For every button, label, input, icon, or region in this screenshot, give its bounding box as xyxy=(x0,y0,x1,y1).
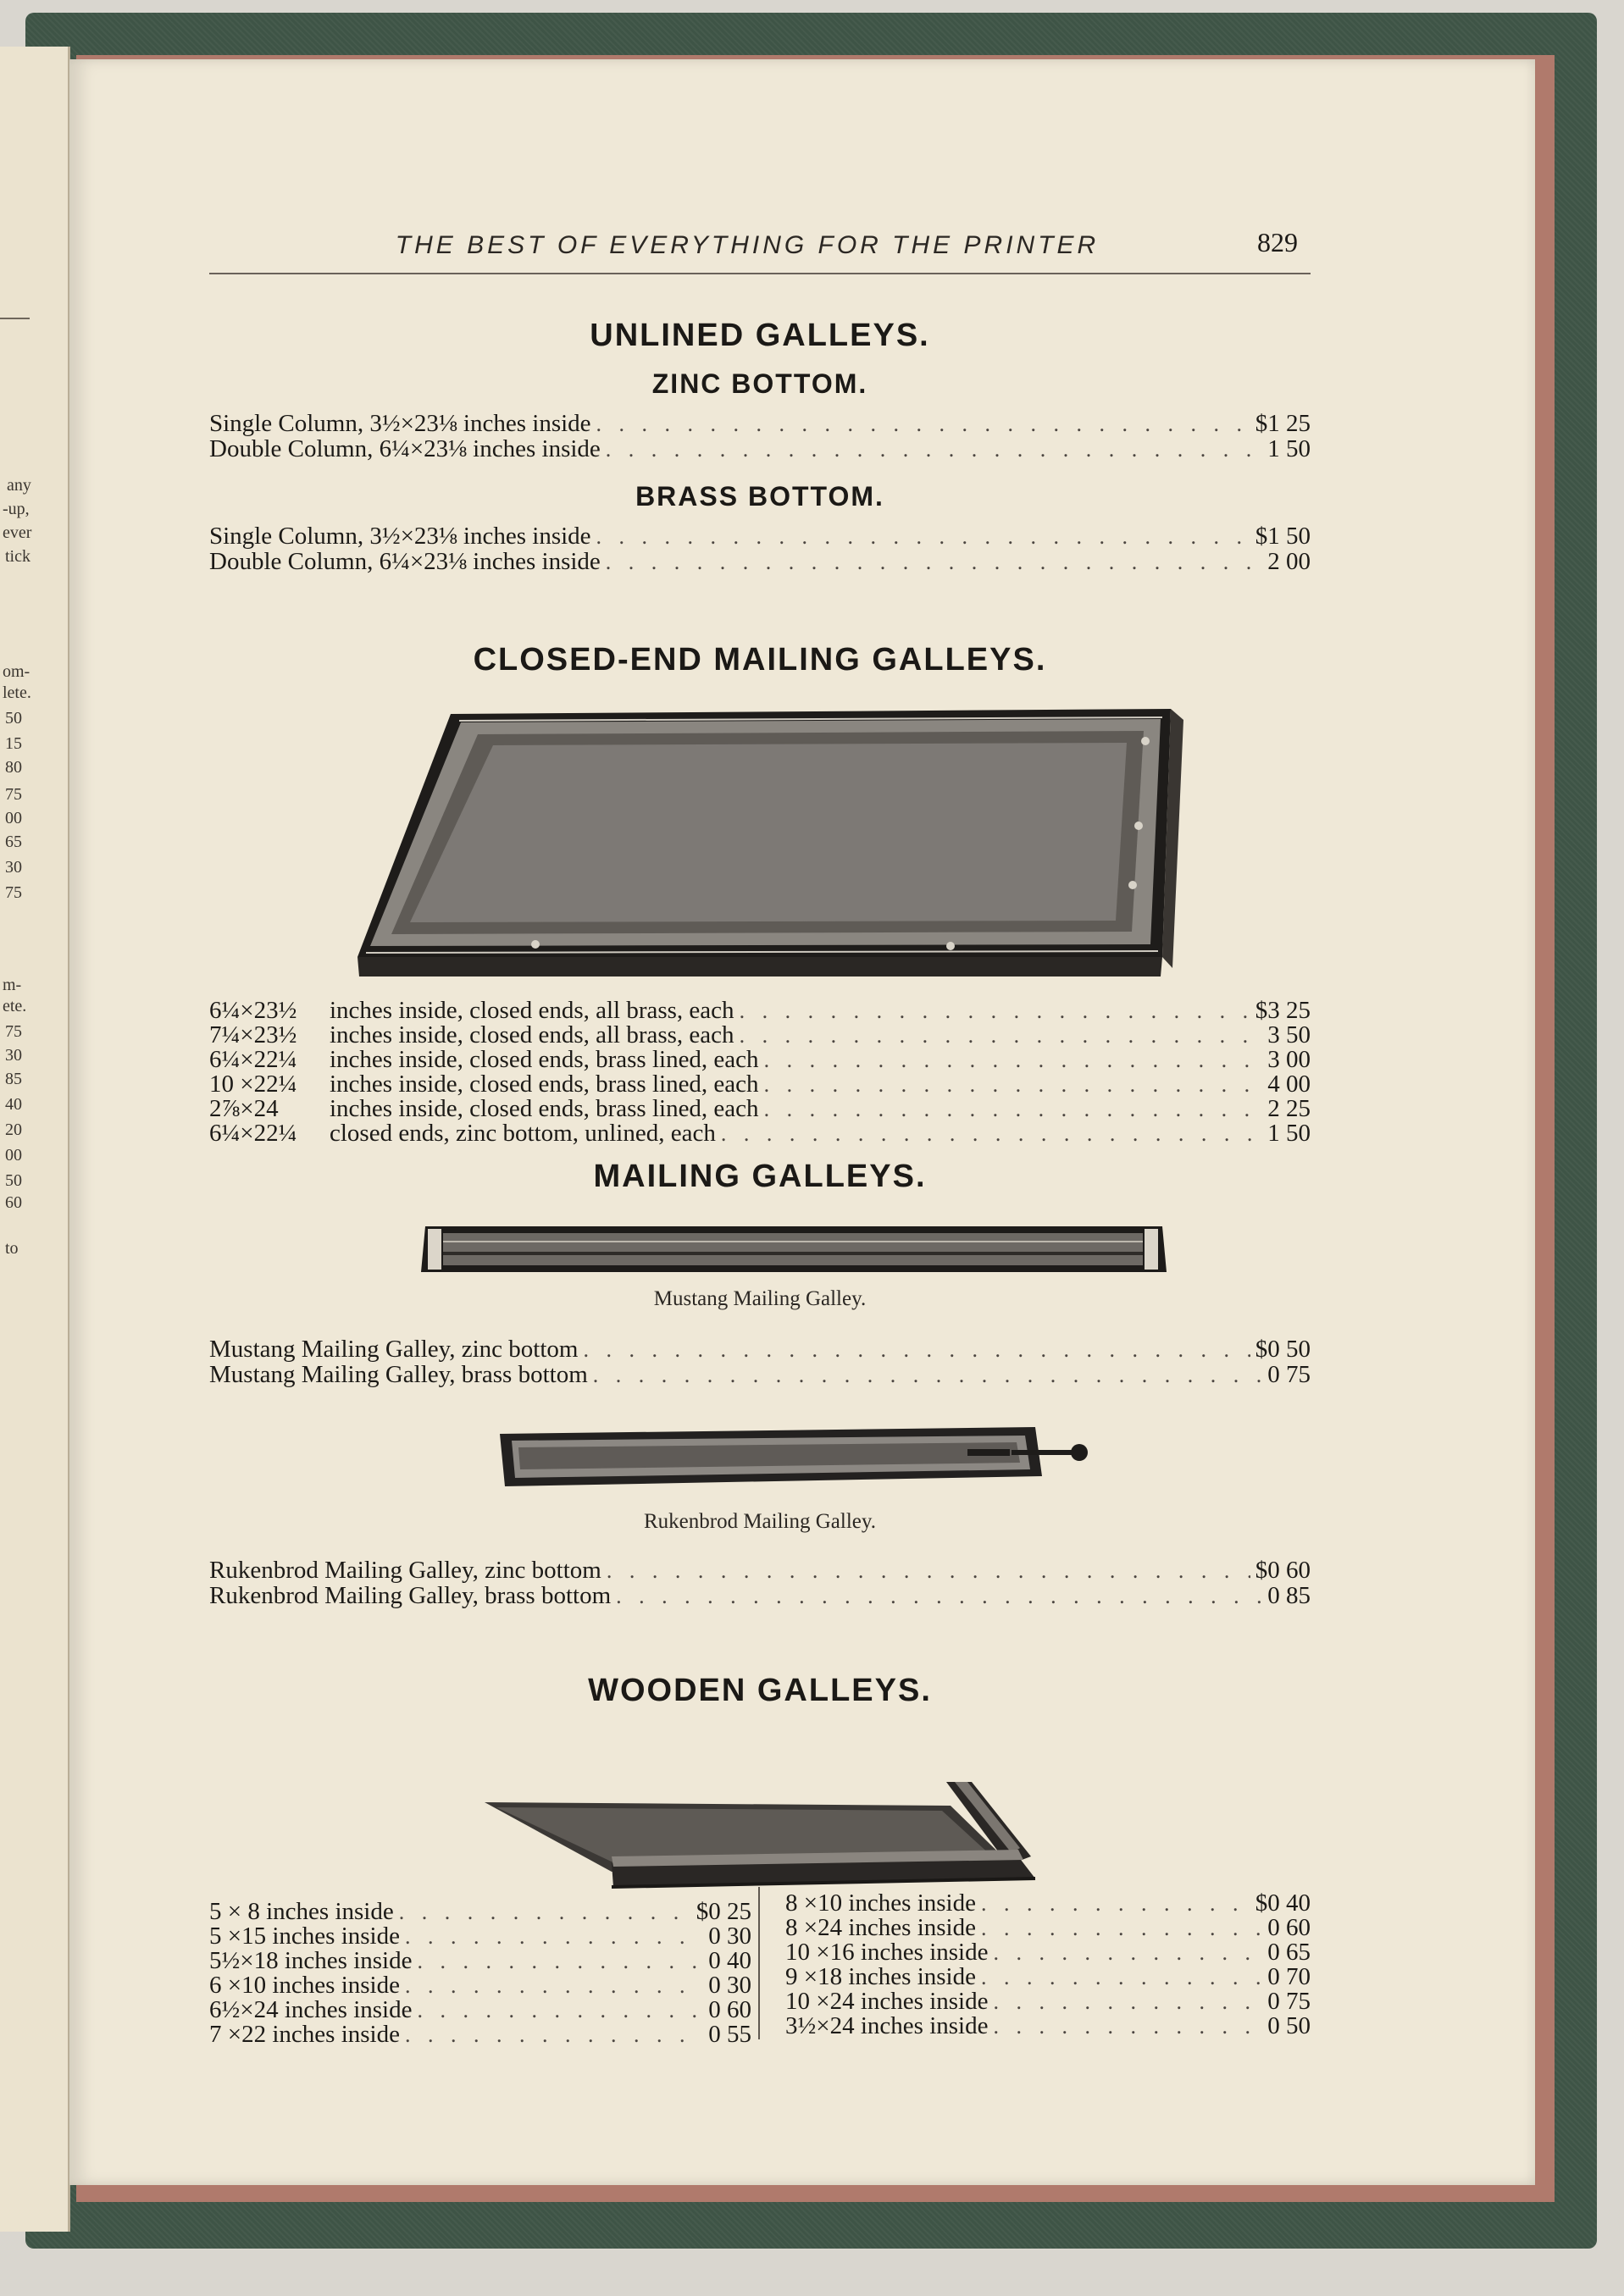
item-price: 2 00 xyxy=(1267,548,1311,575)
item-price: 0 75 xyxy=(1267,1988,1311,2015)
price-row xyxy=(785,2011,1311,2040)
item-price: 0 60 xyxy=(708,1996,751,2023)
item-price: 0 30 xyxy=(708,1972,751,1999)
catalog-page xyxy=(69,59,1535,2185)
item-label: 6½×24 inches inside xyxy=(209,1996,413,2023)
item-price: 0 85 xyxy=(1267,1582,1311,1609)
price-row xyxy=(209,434,1311,463)
item-label: Mustang Mailing Galley, zinc bottom xyxy=(209,1336,579,1363)
page-number: 829 xyxy=(1257,227,1298,257)
item-size: 2⅞×24 xyxy=(209,1095,279,1122)
item-label: 9 ×18 inches inside xyxy=(785,1963,976,1990)
wooden-galley-illustration xyxy=(485,1721,1111,1890)
left-page-fragment: 50 xyxy=(5,1171,22,1190)
item-price: 0 75 xyxy=(1267,1361,1311,1388)
left-page-fragment: 75 xyxy=(5,785,22,804)
closed-end-galley-illustration xyxy=(358,699,1239,987)
zinc-bottom-heading: ZINC BOTTOM. xyxy=(651,368,868,399)
item-label: 10 ×16 inches inside xyxy=(785,1939,989,1966)
left-page-fragment: m- xyxy=(3,976,22,994)
item-label: 10 ×24 inches inside xyxy=(785,1988,989,2015)
dot-leader xyxy=(993,2012,1262,2041)
dot-leader xyxy=(593,1361,1262,1390)
item-label: Double Column, 6¼×23⅛ inches inside xyxy=(209,435,601,462)
item-size: 6¼×22¼ xyxy=(209,1120,297,1147)
item-label: Single Column, 3½×23⅛ inches inside xyxy=(209,523,591,550)
item-label: 8 ×10 inches inside xyxy=(785,1889,976,1917)
left-page-fragment: 00 xyxy=(5,809,22,827)
item-label: 5½×18 inches inside xyxy=(209,1947,413,1974)
column-divider xyxy=(758,1887,760,2039)
left-page-fragment: 30 xyxy=(5,1046,22,1065)
left-page-fragment: to xyxy=(5,1239,19,1258)
price-row xyxy=(209,409,1311,438)
item-label: Double Column, 6¼×23⅛ inches inside xyxy=(209,548,601,575)
dot-leader xyxy=(606,548,1262,577)
item-description: inches inside, closed ends, brass lined, each xyxy=(330,1071,759,1098)
rukenbrod-caption: Rukenbrod Mailing Galley. xyxy=(643,1510,877,1533)
item-price: 3 50 xyxy=(1267,1021,1311,1048)
item-price: $0 25 xyxy=(696,1898,751,1925)
item-price: 0 55 xyxy=(708,2021,751,2048)
dot-leader xyxy=(606,435,1262,464)
price-row xyxy=(209,1360,1311,1389)
item-price: $0 60 xyxy=(1255,1557,1311,1584)
brass-bottom-heading: BRASS BOTTOM. xyxy=(635,481,884,512)
item-price: 0 65 xyxy=(1267,1939,1311,1966)
price-row xyxy=(209,1581,1311,1610)
closed-end-heading: CLOSED-END MAILING GALLEYS. xyxy=(473,642,1047,678)
left-page-fragment: 65 xyxy=(5,833,22,851)
price-row xyxy=(209,2020,751,2049)
mustang-caption: Mustang Mailing Galley. xyxy=(653,1287,867,1310)
item-description: inches inside, closed ends, all brass, each xyxy=(330,1021,734,1048)
left-page-fragment: 30 xyxy=(5,858,22,877)
left-page-fragment: 80 xyxy=(5,758,22,777)
item-size: 7¼×23½ xyxy=(209,1021,297,1048)
unlined-galleys-heading: UNLINED GALLEYS. xyxy=(590,318,930,353)
item-label: 3½×24 inches inside xyxy=(785,2012,989,2039)
left-page-fragment: 75 xyxy=(5,883,22,902)
left-page-fragment: 50 xyxy=(5,709,22,728)
item-price: $0 50 xyxy=(1255,1336,1311,1363)
item-price: 0 60 xyxy=(1267,1914,1311,1941)
running-header: THE BEST OF EVERYTHING FOR THE PRINTER xyxy=(395,231,1100,259)
left-page-fragment: 00 xyxy=(5,1146,22,1165)
mustang-galley-illustration xyxy=(417,1216,1171,1284)
mailing-galleys-heading: MAILING GALLEYS. xyxy=(593,1159,927,1194)
price-row xyxy=(209,1335,1311,1364)
item-price: 0 30 xyxy=(708,1923,751,1950)
item-price: 4 00 xyxy=(1267,1071,1311,1098)
item-label: 5 ×15 inches inside xyxy=(209,1923,400,1950)
left-page-edge xyxy=(0,47,70,2232)
item-price: 0 50 xyxy=(1267,2012,1311,2039)
item-label: Single Column, 3½×23⅛ inches inside xyxy=(209,410,591,437)
item-size: 6¼×22¼ xyxy=(209,1046,297,1073)
left-page-fragment: ever xyxy=(3,523,32,542)
item-price: $3 25 xyxy=(1255,997,1311,1024)
left-page-fragment: any xyxy=(7,476,31,495)
item-price: $1 50 xyxy=(1255,523,1311,550)
price-row xyxy=(209,547,1311,576)
item-price: $0 40 xyxy=(1255,1889,1311,1917)
header-rule xyxy=(209,273,1311,274)
rukenbrod-galley-illustration xyxy=(493,1419,1103,1495)
item-label: 7 ×22 inches inside xyxy=(209,2021,400,2048)
dot-leader xyxy=(721,1120,1262,1148)
price-row xyxy=(209,522,1311,550)
item-label xyxy=(209,1119,716,1148)
item-price: 1 50 xyxy=(1267,435,1311,462)
dot-leader xyxy=(405,2021,703,2050)
item-description: inches inside, closed ends, brass lined, each xyxy=(330,1046,759,1073)
price-row xyxy=(209,1556,1311,1585)
price-row xyxy=(209,1119,1311,1148)
item-size: 10 ×22¼ xyxy=(209,1071,297,1098)
item-description: inches inside, closed ends, all brass, each xyxy=(330,997,734,1024)
item-label: 6 ×10 inches inside xyxy=(209,1972,400,1999)
left-page-fragment: 85 xyxy=(5,1070,22,1088)
item-label: 5 × 8 inches inside xyxy=(209,1898,394,1925)
left-page-fragment: 20 xyxy=(5,1120,22,1139)
left-page-fragment: 75 xyxy=(5,1022,22,1041)
item-description: inches inside, closed ends, brass lined, each xyxy=(330,1095,759,1122)
left-page-rule xyxy=(0,318,30,319)
item-price: 0 70 xyxy=(1267,1963,1311,1990)
item-price: 0 40 xyxy=(708,1947,751,1974)
left-page-fragment: 40 xyxy=(5,1095,22,1114)
left-page-fragment: ete. xyxy=(3,997,27,1015)
dot-leader xyxy=(616,1582,1262,1611)
item-label: Rukenbrod Mailing Galley, brass bottom xyxy=(209,1582,612,1609)
left-page-fragment: 60 xyxy=(5,1193,22,1212)
item-label: Mustang Mailing Galley, brass bottom xyxy=(209,1361,588,1388)
item-label: Rukenbrod Mailing Galley, zinc bottom xyxy=(209,1557,601,1584)
item-description: closed ends, zinc bottom, unlined, each xyxy=(330,1120,716,1147)
left-page-fragment: om- xyxy=(3,662,30,681)
item-price: 2 25 xyxy=(1267,1095,1311,1122)
wooden-galleys-heading: WOODEN GALLEYS. xyxy=(588,1673,932,1708)
left-page-fragment: tick xyxy=(5,547,30,566)
item-price: 1 50 xyxy=(1267,1120,1311,1147)
item-price: $1 25 xyxy=(1255,410,1311,437)
item-label: 8 ×24 inches inside xyxy=(785,1914,976,1941)
item-price: 3 00 xyxy=(1267,1046,1311,1073)
left-page-fragment: lete. xyxy=(3,683,31,702)
left-page-fragment: -up, xyxy=(3,500,30,518)
left-page-fragment: 15 xyxy=(5,734,22,753)
item-size: 6¼×23½ xyxy=(209,997,297,1024)
